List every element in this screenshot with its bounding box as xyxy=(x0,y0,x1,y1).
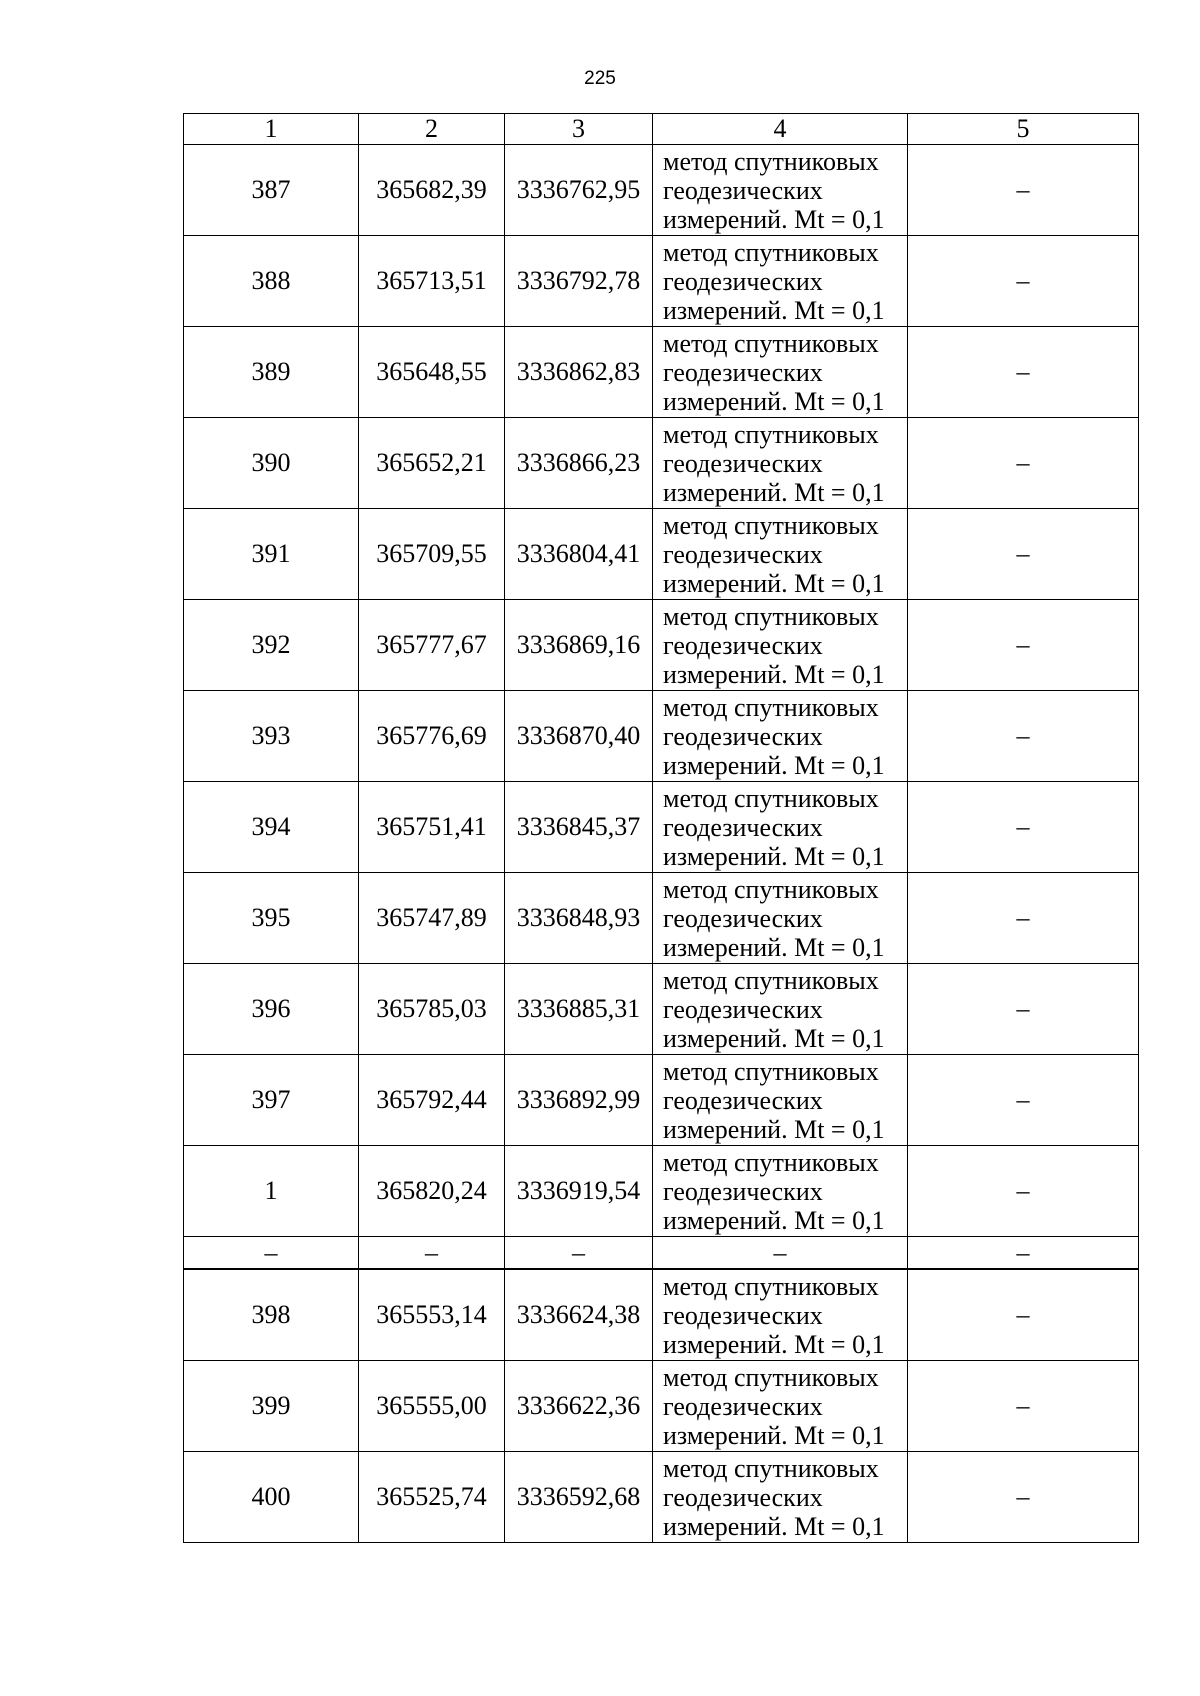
table-row xyxy=(184,782,1139,873)
x-coordinate-cell: 365820,24 xyxy=(359,1146,505,1237)
y-coordinate-cell: 3336845,37 xyxy=(505,782,653,873)
method-text-line: метод спутниковых xyxy=(663,874,879,904)
y-coordinate-cell: 3336870,40 xyxy=(505,691,653,782)
x-coordinate-cell: 365776,69 xyxy=(359,691,505,782)
method-cell xyxy=(653,873,908,964)
method-text-line: измерений. Mt = 0,1 xyxy=(663,386,885,416)
method-text-line: измерений. Mt = 0,1 xyxy=(663,1023,885,1053)
x-coordinate-cell: 365553,14 xyxy=(359,1269,505,1361)
x-coordinate-cell: 365777,67 xyxy=(359,600,505,691)
method-text-line: метод спутниковых xyxy=(663,1147,879,1177)
table-row xyxy=(184,600,1139,691)
column-5-cell: – xyxy=(908,1055,1139,1146)
y-coordinate-cell: 3336624,38 xyxy=(505,1269,653,1361)
x-coordinate-cell: 365747,89 xyxy=(359,873,505,964)
method-text-line: геодезических xyxy=(663,266,823,296)
table-row xyxy=(184,691,1139,782)
method-text-line: геодезических xyxy=(663,175,823,205)
x-coordinate-cell: 365785,03 xyxy=(359,964,505,1055)
method-text-line: измерений. Mt = 0,1 xyxy=(663,750,885,780)
point-number-cell: 397 xyxy=(184,1055,359,1146)
column-5-cell: – xyxy=(908,873,1139,964)
x-coordinate-cell: 365709,55 xyxy=(359,509,505,600)
method-text-line: геодезических xyxy=(663,721,823,751)
point-number-cell: 400 xyxy=(184,1452,359,1543)
y-coordinate-cell: 3336804,41 xyxy=(505,509,653,600)
method-text-line: метод спутниковых xyxy=(663,419,879,449)
method-text-line: измерений. Mt = 0,1 xyxy=(663,1511,885,1541)
column-5-cell: – xyxy=(908,1452,1139,1543)
header-col-5: 5 xyxy=(908,114,1139,145)
point-number-cell: 396 xyxy=(184,964,359,1055)
header-col-3: 3 xyxy=(505,114,653,145)
table-row xyxy=(184,236,1139,327)
method-text-line: метод спутниковых xyxy=(663,1362,879,1392)
table-row xyxy=(184,418,1139,509)
y-coordinate-cell: 3336592,68 xyxy=(505,1452,653,1543)
table-header-row xyxy=(184,114,1139,145)
x-coordinate-cell: 365555,00 xyxy=(359,1361,505,1452)
column-5-cell: – xyxy=(908,964,1139,1055)
method-text-line: измерений. Mt = 0,1 xyxy=(663,659,885,689)
point-number-cell: 394 xyxy=(184,782,359,873)
column-5-cell: – xyxy=(908,1146,1139,1237)
separator-cell: – xyxy=(908,1237,1139,1270)
y-coordinate-cell: 3336792,78 xyxy=(505,236,653,327)
coordinates-table xyxy=(183,113,1139,1543)
method-text-line: геодезических xyxy=(663,357,823,387)
method-text-line: геодезических xyxy=(663,630,823,660)
column-5-cell: – xyxy=(908,1269,1139,1361)
point-number-cell: 1 xyxy=(184,1146,359,1237)
method-text-line: геодезических xyxy=(663,1085,823,1115)
method-cell xyxy=(653,1269,908,1361)
table-row xyxy=(184,1269,1139,1361)
table-row xyxy=(184,1452,1139,1543)
y-coordinate-cell: 3336885,31 xyxy=(505,964,653,1055)
point-number-cell: 389 xyxy=(184,327,359,418)
method-text-line: метод спутниковых xyxy=(663,146,879,176)
point-number-cell: 390 xyxy=(184,418,359,509)
x-coordinate-cell: 365751,41 xyxy=(359,782,505,873)
x-coordinate-cell: 365713,51 xyxy=(359,236,505,327)
method-text-line: метод спутниковых xyxy=(663,965,879,995)
point-number-cell: 388 xyxy=(184,236,359,327)
method-text-line: геодезических xyxy=(663,994,823,1024)
y-coordinate-cell: 3336622,36 xyxy=(505,1361,653,1452)
table-separator-group xyxy=(184,1237,1139,1270)
point-number-cell: 398 xyxy=(184,1269,359,1361)
method-text-line: геодезических xyxy=(663,1300,823,1330)
table-row xyxy=(184,1055,1139,1146)
header-col-2: 2 xyxy=(359,114,505,145)
table-row xyxy=(184,145,1139,236)
table-row xyxy=(184,509,1139,600)
method-text-line: метод спутниковых xyxy=(663,237,879,267)
y-coordinate-cell: 3336848,93 xyxy=(505,873,653,964)
method-cell xyxy=(653,509,908,600)
separator-cell: – xyxy=(359,1237,505,1270)
x-coordinate-cell: 365525,74 xyxy=(359,1452,505,1543)
method-text-line: геодезических xyxy=(663,539,823,569)
method-text-line: геодезических xyxy=(663,448,823,478)
table-row xyxy=(184,1146,1139,1237)
table-row xyxy=(184,327,1139,418)
y-coordinate-cell: 3336919,54 xyxy=(505,1146,653,1237)
method-text-line: геодезических xyxy=(663,903,823,933)
table-body-group-b xyxy=(184,1269,1139,1543)
point-number-cell: 392 xyxy=(184,600,359,691)
method-cell xyxy=(653,1146,908,1237)
method-cell xyxy=(653,1452,908,1543)
method-cell xyxy=(653,1361,908,1452)
column-5-cell: – xyxy=(908,145,1139,236)
point-number-cell: 393 xyxy=(184,691,359,782)
point-number-cell: 387 xyxy=(184,145,359,236)
x-coordinate-cell: 365652,21 xyxy=(359,418,505,509)
method-text-line: метод спутниковых xyxy=(663,783,879,813)
column-5-cell: – xyxy=(908,509,1139,600)
point-number-cell: 391 xyxy=(184,509,359,600)
table-row xyxy=(184,1361,1139,1452)
page-number: 225 xyxy=(584,68,616,89)
y-coordinate-cell: 3336762,95 xyxy=(505,145,653,236)
y-coordinate-cell: 3336866,23 xyxy=(505,418,653,509)
point-number-cell: 399 xyxy=(184,1361,359,1452)
method-cell xyxy=(653,964,908,1055)
x-coordinate-cell: 365682,39 xyxy=(359,145,505,236)
column-5-cell: – xyxy=(908,418,1139,509)
column-5-cell: – xyxy=(908,1361,1139,1452)
method-text-line: геодезических xyxy=(663,1176,823,1206)
point-number-cell: 395 xyxy=(184,873,359,964)
column-5-cell: – xyxy=(908,782,1139,873)
y-coordinate-cell: 3336869,16 xyxy=(505,600,653,691)
x-coordinate-cell: 365648,55 xyxy=(359,327,505,418)
method-text-line: измерений. Mt = 0,1 xyxy=(663,295,885,325)
method-text-line: геодезических xyxy=(663,1391,823,1421)
y-coordinate-cell: 3336892,99 xyxy=(505,1055,653,1146)
method-text-line: измерений. Mt = 0,1 xyxy=(663,1329,885,1359)
separator-row xyxy=(184,1237,1139,1270)
method-text-line: геодезических xyxy=(663,1482,823,1512)
method-text-line: измерений. Mt = 0,1 xyxy=(663,932,885,962)
method-text-line: метод спутниковых xyxy=(663,510,879,540)
column-5-cell: – xyxy=(908,691,1139,782)
method-text-line: измерений. Mt = 0,1 xyxy=(663,204,885,234)
method-text-line: измерений. Mt = 0,1 xyxy=(663,1205,885,1235)
method-text-line: метод спутниковых xyxy=(663,601,879,631)
method-text-line: метод спутниковых xyxy=(663,692,879,722)
method-text-line: измерений. Mt = 0,1 xyxy=(663,477,885,507)
column-5-cell: – xyxy=(908,600,1139,691)
y-coordinate-cell: 3336862,83 xyxy=(505,327,653,418)
method-cell xyxy=(653,145,908,236)
header-col-4: 4 xyxy=(653,114,908,145)
separator-cell: – xyxy=(184,1237,359,1270)
method-cell xyxy=(653,782,908,873)
column-5-cell: – xyxy=(908,236,1139,327)
method-text-line: измерений. Mt = 0,1 xyxy=(663,1114,885,1144)
method-text-line: метод спутниковых xyxy=(663,1453,879,1483)
separator-cell: – xyxy=(505,1237,653,1270)
method-text-line: метод спутниковых xyxy=(663,328,879,358)
method-text-line: измерений. Mt = 0,1 xyxy=(663,1420,885,1450)
separator-cell: – xyxy=(653,1237,908,1270)
table-row xyxy=(184,964,1139,1055)
method-text-line: метод спутниковых xyxy=(663,1271,879,1301)
method-text-line: геодезических xyxy=(663,812,823,842)
method-text-line: измерений. Mt = 0,1 xyxy=(663,841,885,871)
method-cell xyxy=(653,236,908,327)
method-cell xyxy=(653,327,908,418)
method-cell xyxy=(653,691,908,782)
table-body-group-a xyxy=(184,145,1139,1237)
table-row xyxy=(184,873,1139,964)
x-coordinate-cell: 365792,44 xyxy=(359,1055,505,1146)
header-col-1: 1 xyxy=(184,114,359,145)
method-text-line: метод спутниковых xyxy=(663,1056,879,1086)
method-cell xyxy=(653,418,908,509)
column-5-cell: – xyxy=(908,327,1139,418)
method-text-line: измерений. Mt = 0,1 xyxy=(663,568,885,598)
method-cell xyxy=(653,600,908,691)
method-cell xyxy=(653,1055,908,1146)
